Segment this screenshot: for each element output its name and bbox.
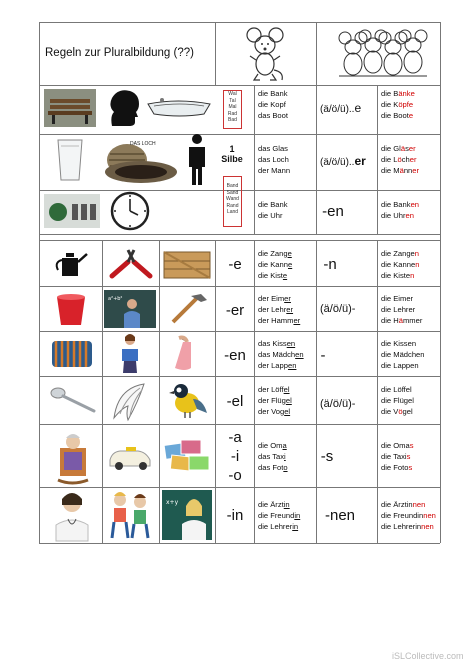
glass-image — [55, 138, 85, 182]
g2-rule: (ä/ö/ü)..er — [320, 154, 366, 168]
teacher-image — [104, 290, 156, 328]
word-box-bottom: Band Sand Wand Rand Land — [223, 176, 242, 227]
r4-suffix: -el — [226, 393, 244, 410]
r1-rule: -n — [323, 256, 337, 273]
bench-image — [44, 89, 96, 127]
g3-rule: -en — [322, 203, 344, 220]
r6-rule: -nen — [324, 507, 356, 524]
r1-suffix: -e — [228, 256, 242, 273]
footer-watermark: iSLCollective.com — [392, 651, 464, 661]
r4-singular: der Löffel der Flügel der Vogel — [258, 385, 292, 416]
bucket-image — [53, 291, 89, 327]
page-title: Regeln zur Pluralbildung (??) — [45, 47, 194, 59]
hammer-image — [163, 292, 211, 326]
r3-rule: - — [320, 347, 326, 364]
cloth-image — [165, 336, 209, 372]
r5-singular: die Oma das Taxi das Foto — [258, 441, 288, 472]
boat-image — [146, 94, 212, 118]
r3-suffix: -en — [224, 347, 246, 364]
g2-plural: die Gläser die Löcher die Männer — [381, 144, 420, 175]
pillow-image — [48, 337, 96, 371]
svg-text:x+y: x+y — [166, 499, 179, 506]
word-box-top: Wal Tal Mal Rad Bad — [223, 90, 242, 129]
r5-rule: -s — [320, 448, 334, 465]
mice-group-icon — [337, 26, 431, 82]
g1-rule: (ä/ö/ü)..e — [320, 101, 362, 115]
mouse-icon — [244, 26, 288, 82]
head-silhouette-image — [106, 88, 140, 128]
man-silhouette-image — [185, 133, 209, 187]
r6-plural: die Ärztinnen die Freundinnen die Lehrerinnen — [381, 500, 436, 531]
friends-image — [104, 490, 156, 540]
wing-image — [110, 380, 150, 422]
bank-money-image — [44, 194, 100, 228]
r3-plural: die Kissen die Mädchen die Lappen — [381, 339, 425, 370]
clock-image — [110, 191, 150, 231]
r1-singular: die Zange die Kanne die Kiste — [258, 249, 293, 280]
r2-rule: (ä/ö/ü)- — [320, 303, 356, 315]
pic-label: DAS LOCH — [130, 141, 156, 147]
r6-suffix: -in — [226, 507, 244, 524]
svg-text:a²+b²: a²+b² — [108, 296, 123, 302]
r3-singular: das Kissen das Mädchen der Lappen — [258, 339, 304, 370]
r5-plural: die Omas die Taxis die Fotos — [381, 441, 414, 472]
doctor-image — [50, 489, 94, 541]
r2-singular: der Eimer der Lehrer der Hammer — [258, 294, 301, 325]
g3-plural: die Banken die Uhren — [381, 200, 420, 220]
watering-can-image — [54, 248, 88, 280]
hole-image — [101, 158, 181, 186]
r4-rule: (ä/ö/ü)- — [320, 398, 356, 410]
photos-image — [163, 436, 211, 476]
r2-plural: die Eimer die Lehrer die Hämmer — [381, 294, 423, 325]
bird-image — [167, 379, 209, 421]
r4-plural: die Löffel die Flügel die Vögel — [381, 385, 414, 416]
grandma-image — [48, 428, 98, 484]
taxi-image — [106, 444, 156, 472]
r2-suffix: -er — [225, 302, 245, 319]
silbe-label: 1 Silbe — [221, 144, 243, 164]
g1-singular: die Bank die Kopf das Boot — [258, 89, 288, 120]
g1-plural: die Bänke die Köpfe die Boote — [381, 89, 415, 120]
crate-image — [162, 248, 212, 280]
r1-plural: die Zangen die Kannen die Kisten — [381, 249, 420, 280]
female-teacher-image — [162, 490, 212, 540]
girl-image — [117, 333, 143, 375]
g2-singular: das Glas das Loch der Mann — [258, 144, 291, 175]
pliers-image — [106, 246, 156, 282]
g3-singular: die Bank die Uhr — [258, 200, 288, 220]
r6-singular: die Ärztin die Freundin die Lehrerin — [258, 500, 301, 531]
r5-suffix: -a -i -o — [228, 429, 242, 484]
spoon-image — [50, 385, 96, 415]
